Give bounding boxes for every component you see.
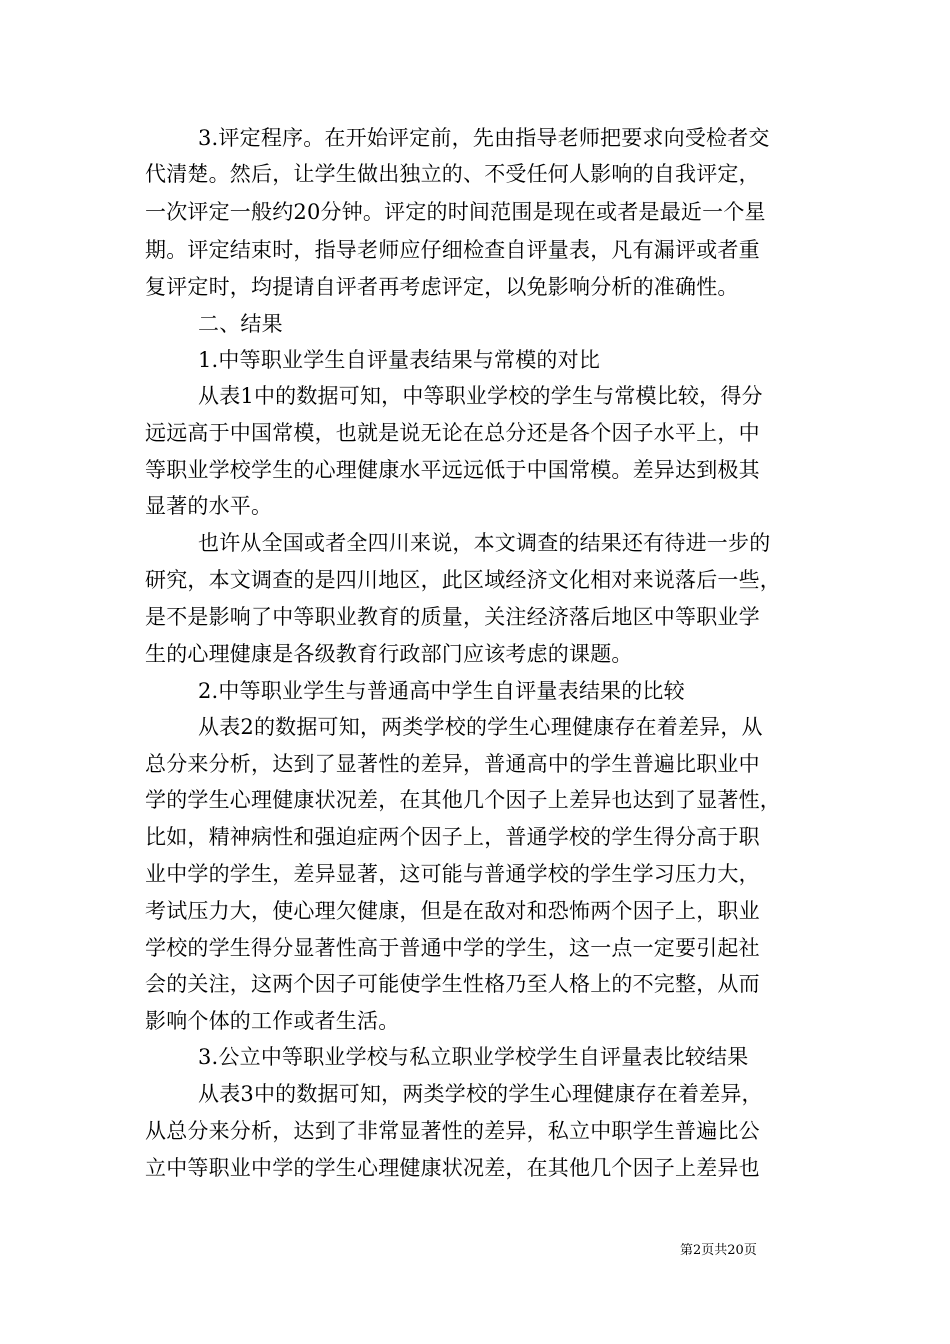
text-line: 从总分来分析，达到了非常显著性的差异，私立中职学生普遍比公 — [145, 1119, 760, 1143]
text-line: 影响个体的工作或者生活。 — [145, 1009, 400, 1033]
text-line: 复评定时，均提请自评者再考虑评定，以免影响分析的准确性。 — [145, 275, 739, 299]
text-line: 也许从全国或者全四川来说，本文调查的结果还有待进一步的 — [198, 531, 771, 555]
text-line: 代清楚。然后，让学生做出独立的、不受任何人影响的自我评定， — [145, 162, 760, 186]
text-line: 生的心理健康是各级教育行政部门应该考虑的课题。 — [145, 642, 633, 666]
subsection-heading: 2.中等职业学生与普通高中学生自评量表结果的比较 — [198, 679, 685, 703]
page-number: 第2页共20页 — [680, 1243, 757, 1258]
text-line: 期。评定结束时，指导老师应仔细检查自评量表，凡有漏评或者重 — [145, 238, 760, 262]
text-line: 业中学的学生，差异显著，这可能与普通学校的学生学习压力大， — [145, 862, 760, 886]
text-line: 学校的学生得分显著性高于普通中学的学生，这一点一定要引起社 — [145, 936, 760, 960]
text-line: 总分来分析，达到了显著性的差异，普通高中的学生普遍比职业中 — [145, 752, 760, 776]
text-line: 研究，本文调查的是四川地区，此区域经济文化相对来说落后一些， — [145, 568, 781, 592]
section-heading: 二、结果 — [198, 312, 283, 336]
text-line: 3.评定程序。在开始评定前，先由指导老师把要求向受检者交 — [198, 126, 770, 150]
text-line: 等职业学校学生的心理健康水平远远低于中国常模。差异达到极其 — [145, 458, 760, 482]
text-line: 远远高于中国常模，也就是说无论在总分还是各个因子水平上，中 — [145, 421, 760, 445]
text-line: 学的学生心理健康状况差，在其他几个因子上差异也达到了显著性， — [145, 788, 781, 812]
text-line: 会的关注，这两个因子可能使学生性格乃至人格上的不完整，从而 — [145, 972, 760, 996]
text-line: 从表2的数据可知，两类学校的学生心理健康存在着差异，从 — [198, 715, 763, 739]
text-line: 是不是影响了中等职业教育的质量，关注经济落后地区中等职业学 — [145, 605, 760, 629]
text-line: 考试压力大，使心理欠健康，但是在敌对和恐怖两个因子上，职业 — [145, 899, 760, 923]
text-line: 比如，精神病性和强迫症两个因子上，普通学校的学生得分高于职 — [145, 825, 760, 849]
text-line: 显著的水平。 — [145, 494, 273, 518]
text-line: 从表1中的数据可知，中等职业学校的学生与常模比较，得分 — [198, 384, 763, 408]
subsection-heading: 1.中等职业学生自评量表结果与常模的对比 — [198, 348, 601, 372]
subsection-heading: 3.公立中等职业学校与私立职业学校学生自评量表比较结果 — [198, 1045, 749, 1069]
text-line: 一次评定一般约20分钟。评定的时间范围是现在或者是最近一个星 — [145, 200, 766, 224]
text-line: 立中等职业中学的学生心理健康状况差，在其他几个因子上差异也 — [145, 1156, 760, 1180]
text-line: 从表3中的数据可知，两类学校的学生心理健康存在着差异， — [198, 1082, 763, 1106]
